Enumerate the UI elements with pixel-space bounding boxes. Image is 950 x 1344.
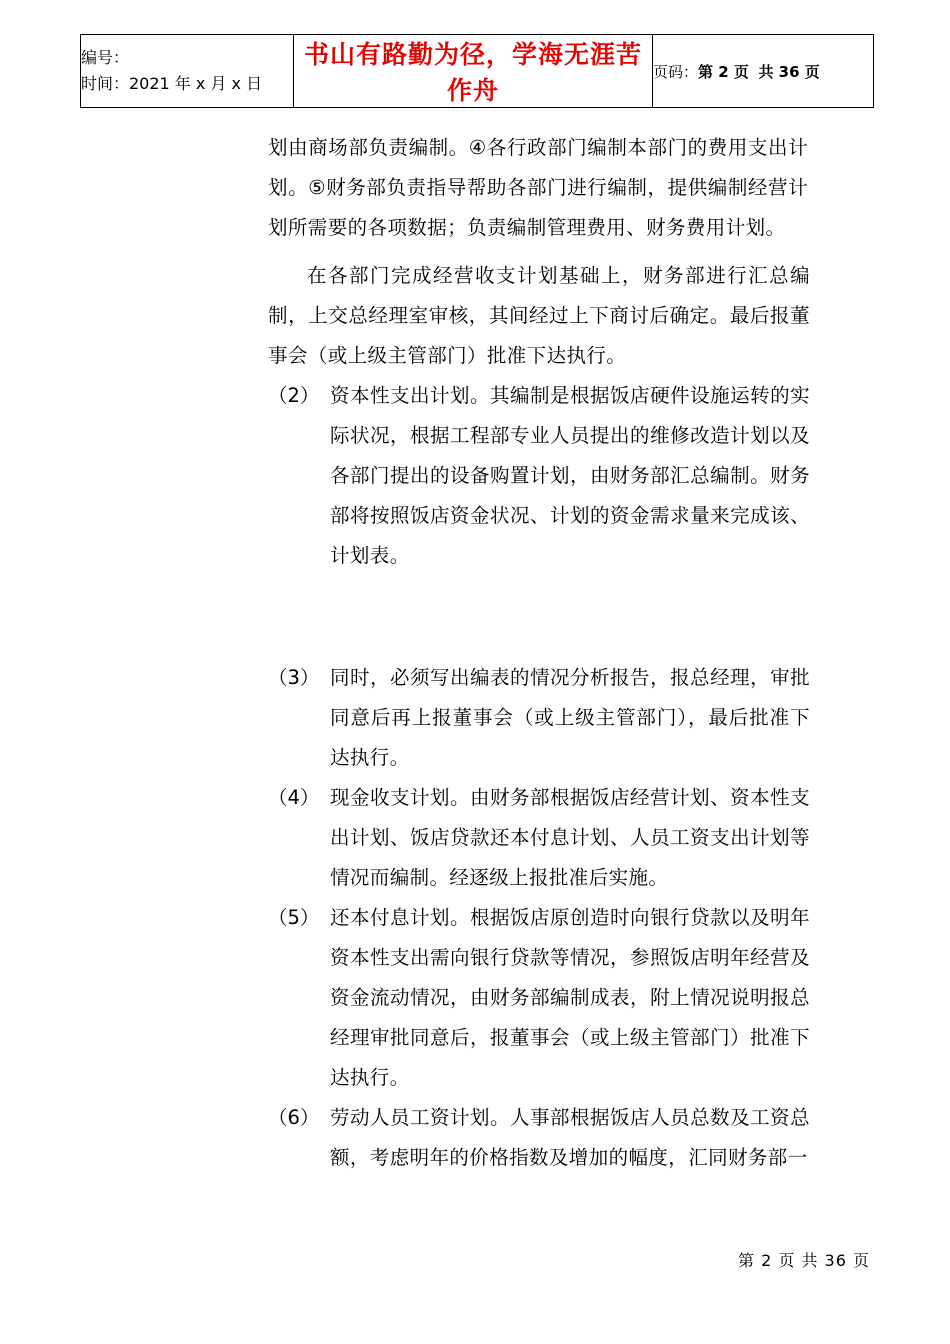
header-pagination — [653, 35, 874, 108]
list-item-text: 劳动人员工资计划。人事部根据饭店人员总数及工资总额，考虑明年的价格指数及增加的幅度，汇同财务部一 — [330, 1106, 810, 1169]
header-number-label: 编号： — [81, 48, 130, 67]
header-page-current: 第 2 页 — [698, 62, 749, 81]
list-item — [268, 898, 810, 1098]
list-item-text: 现金收支计划。由财务部根据饭店经营计划、资本性支出计划、饭店贷款还本付息计划、人员工资支出计划等情况而编制。经逐级上报批准后实施。 — [330, 786, 810, 889]
list-item — [268, 376, 810, 576]
list-item — [268, 658, 810, 778]
header-slogan: 书山有路勤为径，学海无涯苦作舟 — [294, 35, 653, 108]
list-item-marker: （4） — [268, 786, 320, 809]
header-page-label: 页码： — [653, 62, 699, 81]
list-item-text: 同时，必须写出编表的情况分析报告，报总经理，审批同意后再上报董事会（或上级主管部门），最后批准下达执行。 — [330, 666, 810, 769]
paragraph-block-2 — [268, 256, 810, 376]
page-footer: 第 2 页 共 36 页 — [738, 1251, 870, 1270]
header-row — [81, 35, 874, 108]
header-table — [80, 34, 874, 108]
list-item-marker: （2） — [268, 384, 320, 407]
header-time-label: 时间：2021 年 x 月 x 日 — [81, 74, 263, 93]
header-meta-cell — [81, 35, 294, 108]
paragraph-2: 在各部门完成经营收支计划基础上，财务部进行汇总编制，上交总经理室审核，其间经过上下商讨后确定。最后报董事会（或上级主管部门）批准下达执行。 — [268, 264, 810, 367]
list-item-marker: （6） — [268, 1106, 320, 1129]
list-item — [268, 1098, 810, 1178]
header-page-total: 共 36 页 — [758, 62, 820, 81]
paragraph-1: 划由商场部负责编制。④各行政部门编制本部门的费用支出计划。⑤财务部负责指导帮助各部门进行编制，提供编制经营计划所需要的各项数据；负责编制管理费用、财务费用计划。 — [268, 136, 808, 239]
list-item — [268, 778, 810, 898]
list-item-marker: （3） — [268, 666, 320, 689]
list-item-text: 还本付息计划。根据饭店原创造时向银行贷款以及明年资本性支出需向银行贷款等情况，参照饭店明年经营及资金流动情况，由财务部编制成表，附上情况说明报总经理审批同意后，报董事会（或上级主管部门）批准下达执行。 — [330, 906, 810, 1089]
list-item-marker: （5） — [268, 906, 320, 929]
list-item-text: 资本性支出计划。其编制是根据饭店硬件设施运转的实际状况，根据工程部专业人员提出的维修改造计划以及各部门提出的设备购置计划，由财务部汇总编制。财务部将按照饭店资金状况、计划的资金需求量来完成该、计划表。 — [330, 384, 810, 567]
paragraph-block-1 — [268, 128, 808, 248]
